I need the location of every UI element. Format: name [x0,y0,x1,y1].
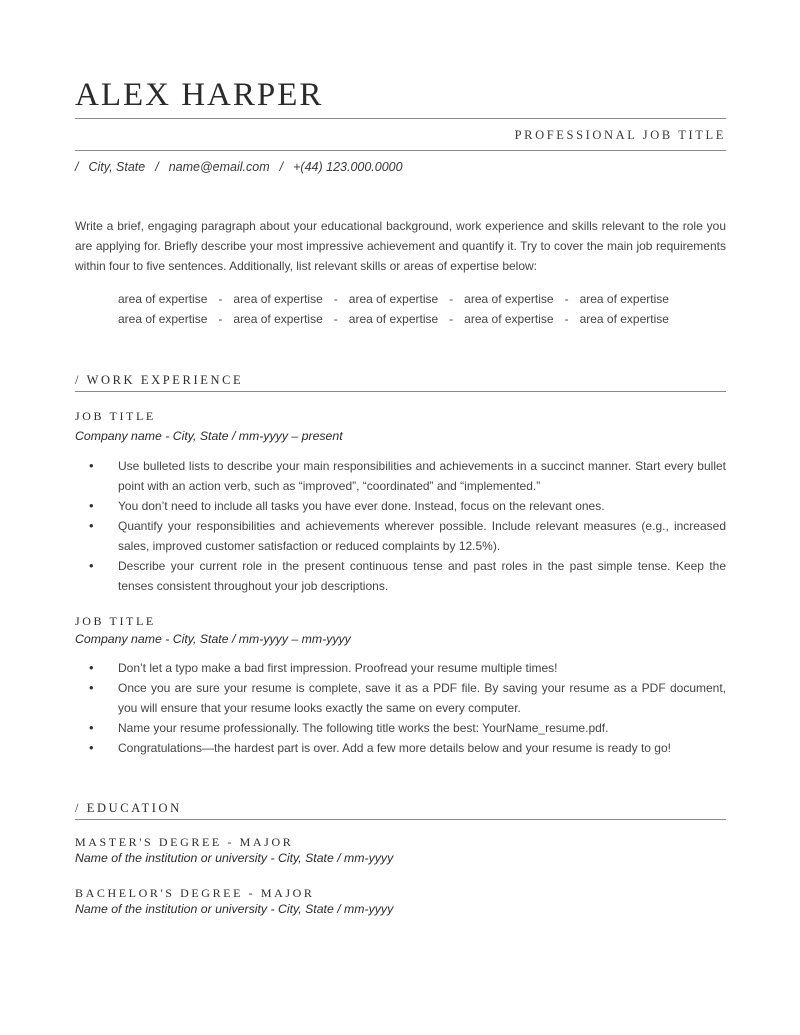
expertise-separator: - [449,292,454,306]
job-title: JOB TITLE [75,409,156,423]
section-divider [75,391,726,392]
expertise-item: area of expertise [118,292,208,306]
bullet-icon: • [89,498,94,513]
expertise-separator: - [333,312,338,326]
expertise-item: area of expertise [464,312,554,326]
professional-job-title: PROFESSIONAL JOB TITLE [514,128,726,142]
bullet-text: Use bulleted lists to describe your main responsibilities and achievements in a succinct manner. Start every bullet point with an action verb, such as “improved”, “coordinated” and “implemented.” [118,459,726,493]
bullet-icon: • [89,458,94,473]
contact-phone: +(44) 123.000.0000 [293,160,403,174]
contact-separator: / [279,160,284,174]
list-item [75,456,726,496]
bullet-icon: • [89,518,94,533]
bullet-text: Don’t let a typo make a bad first impression. Proofread your resume multiple times! [118,661,558,675]
contact-email[interactable]: name@email.com [168,160,270,174]
institution-line: Name of the institution or university - City, State / mm-yyyy [75,902,394,916]
expertise-item: area of expertise [464,292,554,306]
list-item [75,718,726,738]
candidate-name: ALEX HARPER [75,77,324,113]
expertise-item: area of expertise [233,292,323,306]
expertise-item: area of expertise [348,292,439,306]
bullet-text: Quantify your responsibilities and achievements wherever possible. Include relevant measures (e.g., increased sales, improved customer satisfaction or reduced complaints by 12.5%). [118,519,726,553]
contact-location: City, State [88,160,146,174]
institution-line: Name of the institution or university - City, State / mm-yyyy [75,851,394,865]
expertise-item: area of expertise [233,312,323,326]
expertise-item: area of expertise [118,312,208,326]
degree-title: MASTER'S DEGREE - MAJOR [75,835,294,849]
degree-title: BACHELOR'S DEGREE - MAJOR [75,886,315,900]
list-item [75,516,726,556]
section-divider [75,819,726,820]
expertise-separator: - [564,292,569,306]
list-item [75,658,726,678]
expertise-row [118,292,669,306]
expertise-separator: - [449,312,454,326]
job-title: JOB TITLE [75,614,156,628]
list-item [75,496,726,516]
list-item [75,738,726,758]
expertise-separator: - [564,312,569,326]
company-line: Company name - City, State / mm-yyyy – present [75,429,343,443]
expertise-separator: - [218,312,223,326]
list-item [75,556,726,596]
expertise-item: area of expertise [348,312,439,326]
expertise-row [118,312,669,326]
contact-separator: / [155,160,159,174]
list-item [75,678,726,718]
section-heading-education: / EDUCATION [75,801,182,815]
bullet-text: Congratulations—the hardest part is over. Add a few more details below and your resume is ready to go! [118,741,671,755]
expertise-separator: - [218,292,223,306]
responsibility-list [75,658,726,758]
contact-separator: / [75,160,79,174]
contact-line [75,160,403,174]
bullet-icon: • [89,740,94,755]
section-heading-work-experience: / WORK EXPERIENCE [75,373,244,387]
bullet-text: Once you are sure your resume is complete, save it as a PDF file. By saving your resume as a PDF document, you will ensure that your resume looks exactly the same on every computer. [118,681,726,715]
expertise-item: area of expertise [579,292,669,306]
summary-paragraph: Write a brief, engaging paragraph about your educational background, work experience and skills relevant to the role you are applying for. Briefly describe your most impressive achievement and quantify it. Try to cover the main job requirements within four to five sentences. Additionally, list relevant skills or areas of expertise below: [75,219,726,273]
responsibility-list [75,456,726,596]
header-divider-top [75,118,726,119]
company-line: Company name - City, State / mm-yyyy – mm-yyyy [75,632,351,646]
header-divider-bottom [75,150,726,151]
expertise-separator: - [333,292,338,306]
expertise-item: area of expertise [579,312,669,326]
bullet-icon: • [89,720,94,735]
bullet-icon: • [89,660,94,675]
bullet-icon: • [89,680,94,695]
bullet-text: You don’t need to include all tasks you have ever done. Instead, focus on the relevant ones. [118,499,605,513]
bullet-text: Name your resume professionally. The following title works the best: YourName_resume.pdf. [118,721,609,735]
bullet-text: Describe your current role in the present continuous tense and past roles in the past simple tense. Keep the tenses consistent throughout your job descriptions. [118,559,726,593]
bullet-icon: • [89,558,94,573]
